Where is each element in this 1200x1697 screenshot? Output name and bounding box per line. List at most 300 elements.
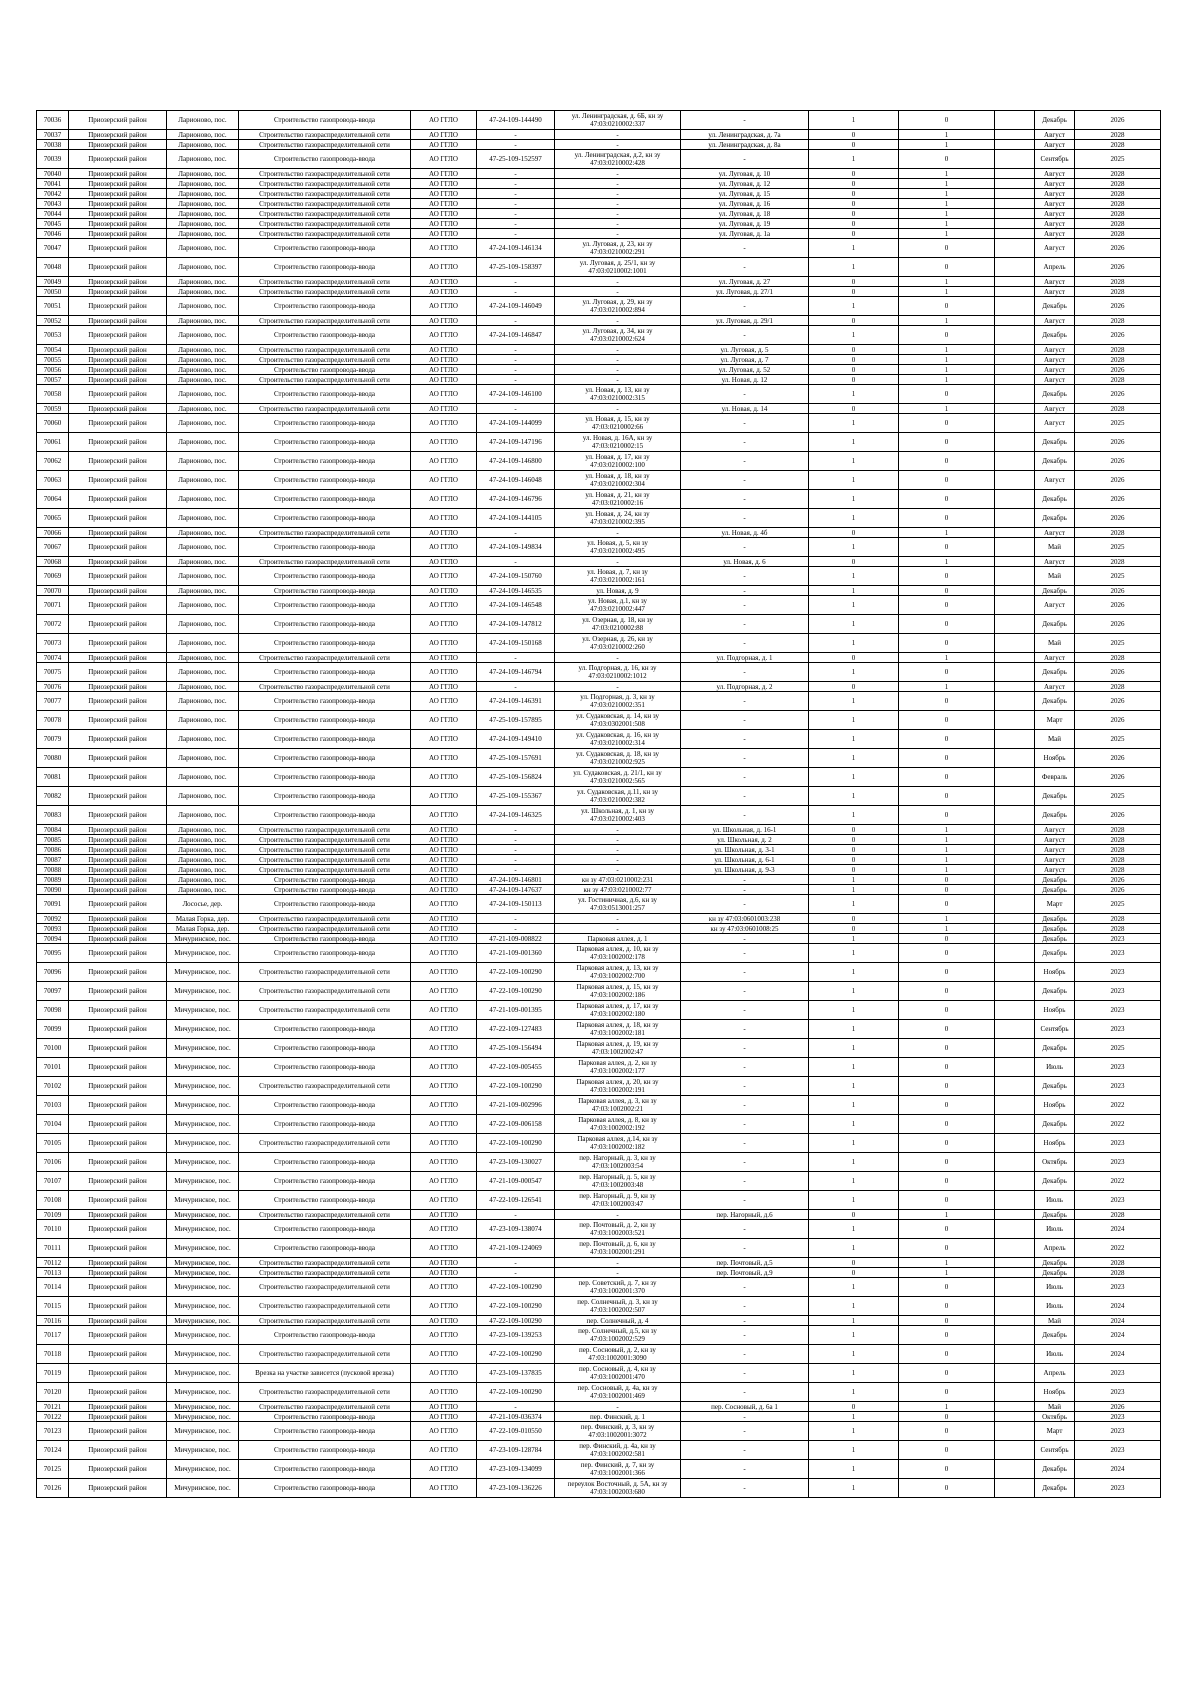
connection-count-cell: 1 bbox=[809, 885, 899, 895]
spacer-cell bbox=[995, 1210, 1035, 1220]
spacer-cell bbox=[995, 528, 1035, 538]
address-line: ул. Озерная, д. 18, кн зу bbox=[582, 616, 653, 624]
connection-address-cell bbox=[555, 189, 681, 199]
connection-count-cell: 1 bbox=[809, 806, 899, 825]
cadastral-number: 47:03:0210002:314 bbox=[590, 739, 645, 747]
spacer-cell bbox=[995, 885, 1035, 895]
network-count-cell: 1 bbox=[899, 865, 995, 875]
organization-cell: АО ГГЛО bbox=[411, 1115, 477, 1134]
network-address-cell: - bbox=[681, 111, 809, 130]
connection-address-cell bbox=[555, 1383, 681, 1402]
spacer-cell bbox=[995, 1316, 1035, 1326]
spacer-cell bbox=[995, 787, 1035, 806]
month-cell: Август bbox=[1035, 682, 1075, 692]
network-address-cell: - bbox=[681, 749, 809, 768]
cadastral-number: 47:03:1002002:700 bbox=[590, 972, 645, 980]
spacer-cell bbox=[995, 586, 1035, 596]
settlement-cell: Ларионово, пос. bbox=[167, 355, 239, 365]
connection-count-cell: 0 bbox=[809, 355, 899, 365]
address-line: - bbox=[616, 169, 619, 178]
application-number-cell: - bbox=[477, 865, 555, 875]
connection-count-cell: 1 bbox=[809, 875, 899, 885]
network-address-cell: - bbox=[681, 768, 809, 787]
connection-address-cell bbox=[555, 1210, 681, 1220]
cadastral-number: 47:03:0210002:403 bbox=[590, 815, 645, 823]
address-line: - bbox=[616, 845, 619, 854]
year-cell: 2026 bbox=[1075, 885, 1161, 895]
table-row bbox=[37, 209, 1161, 219]
network-address-cell: - bbox=[681, 538, 809, 557]
address-line: ул. Ленинградская, д. 6Б, кн зу bbox=[571, 112, 664, 120]
network-count-cell: 0 bbox=[899, 711, 995, 730]
organization-cell: АО ГГЛО bbox=[411, 297, 477, 316]
month-cell: Август bbox=[1035, 845, 1075, 855]
connection-address-cell bbox=[555, 1220, 681, 1239]
work-type-cell: Строительство газораспределительной сети bbox=[239, 682, 411, 692]
application-number-cell: - bbox=[477, 924, 555, 934]
year-cell: 2028 bbox=[1075, 557, 1161, 567]
spacer-cell bbox=[995, 1058, 1035, 1077]
network-address-cell: ул. Подгорная, д. 1 bbox=[681, 653, 809, 663]
table-row bbox=[37, 934, 1161, 944]
month-cell: Август bbox=[1035, 287, 1075, 297]
table-row bbox=[37, 634, 1161, 653]
district-cell: Приозерский район bbox=[69, 1383, 167, 1402]
work-type-cell: Строительство газопровода-ввода bbox=[239, 1191, 411, 1210]
work-type-cell: Строительство газораспределительной сети bbox=[239, 1297, 411, 1316]
settlement-cell: Ларионово, пос. bbox=[167, 179, 239, 189]
cadastral-number: 47:03:0210002:260 bbox=[590, 643, 645, 651]
district-cell: Приозерский район bbox=[69, 934, 167, 944]
address-line: - bbox=[616, 682, 619, 691]
network-address-cell: - bbox=[681, 1364, 809, 1383]
settlement-cell: Мичуринское, пос. bbox=[167, 934, 239, 944]
row-id-cell: 70096 bbox=[37, 963, 69, 982]
year-cell: 2026 bbox=[1075, 452, 1161, 471]
settlement-cell: Ларионово, пос. bbox=[167, 509, 239, 528]
cadastral-number: 47:03:1002002:177 bbox=[590, 1067, 645, 1075]
organization-cell: АО ГГЛО bbox=[411, 1058, 477, 1077]
application-number-cell: 47-23-109-139253 bbox=[477, 1326, 555, 1345]
spacer-cell bbox=[995, 1297, 1035, 1316]
work-type-cell: Строительство газораспределительной сети bbox=[239, 404, 411, 414]
row-id-cell: 70116 bbox=[37, 1316, 69, 1326]
year-cell: 2026 bbox=[1075, 875, 1161, 885]
connection-count-cell: 1 bbox=[809, 1172, 899, 1191]
work-type-cell: Строительство газораспределительной сети bbox=[239, 1278, 411, 1297]
row-id-cell: 70124 bbox=[37, 1441, 69, 1460]
row-id-cell: 70063 bbox=[37, 471, 69, 490]
district-cell: Приозерский район bbox=[69, 1412, 167, 1422]
network-address-cell: - bbox=[681, 1479, 809, 1498]
connection-count-cell: 1 bbox=[809, 385, 899, 404]
settlement-cell: Ларионово, пос. bbox=[167, 258, 239, 277]
cadastral-number: 47:03:1002001:291 bbox=[590, 1248, 645, 1256]
month-cell: Июль bbox=[1035, 1297, 1075, 1316]
connection-address-cell bbox=[555, 924, 681, 934]
district-cell: Приозерский район bbox=[69, 1402, 167, 1412]
connection-address-cell bbox=[555, 963, 681, 982]
application-number-cell: 47-22-109-100290 bbox=[477, 1316, 555, 1326]
work-type-cell: Строительство газопровода-ввода bbox=[239, 663, 411, 682]
address-line: пер. Почтовый, д. 6, кн зу bbox=[579, 1240, 656, 1248]
table-row bbox=[37, 471, 1161, 490]
network-count-cell: 1 bbox=[899, 653, 995, 663]
network-address-cell: ул. Луговая, д. 19 bbox=[681, 219, 809, 229]
network-count-cell: 0 bbox=[899, 1441, 995, 1460]
settlement-cell: Мичуринское, пос. bbox=[167, 1115, 239, 1134]
connection-count-cell: 0 bbox=[809, 653, 899, 663]
row-id-cell: 70100 bbox=[37, 1039, 69, 1058]
settlement-cell: Мичуринское, пос. bbox=[167, 1479, 239, 1498]
organization-cell: АО ГГЛО bbox=[411, 1422, 477, 1441]
network-count-cell: 0 bbox=[899, 1191, 995, 1210]
cadastral-number: 47:03:0210002:315 bbox=[590, 394, 645, 402]
network-count-cell: 1 bbox=[899, 345, 995, 355]
application-number-cell: 47-25-109-155367 bbox=[477, 787, 555, 806]
spacer-cell bbox=[995, 179, 1035, 189]
month-cell: Апрель bbox=[1035, 1364, 1075, 1383]
cadastral-number: 47:03:0210002:88 bbox=[591, 624, 644, 632]
organization-cell: АО ГГЛО bbox=[411, 404, 477, 414]
row-id-cell: 70071 bbox=[37, 596, 69, 615]
table-row bbox=[37, 885, 1161, 895]
district-cell: Приозерский район bbox=[69, 326, 167, 345]
network-count-cell: 0 bbox=[899, 239, 995, 258]
network-address-cell: - bbox=[681, 150, 809, 169]
connection-address-cell bbox=[555, 316, 681, 326]
address-line: ул. Новая, д. 13, кн зу bbox=[585, 386, 650, 394]
organization-cell: АО ГГЛО bbox=[411, 179, 477, 189]
work-type-cell: Строительство газопровода-ввода bbox=[239, 150, 411, 169]
month-cell: Август bbox=[1035, 219, 1075, 229]
network-count-cell: 0 bbox=[899, 490, 995, 509]
organization-cell: АО ГГЛО bbox=[411, 692, 477, 711]
district-cell: Приозерский район bbox=[69, 490, 167, 509]
network-address-cell: ул. Ленинградская, д. 8а bbox=[681, 140, 809, 150]
application-number-cell: 47-22-109-100290 bbox=[477, 1077, 555, 1096]
network-address-cell: - bbox=[681, 509, 809, 528]
application-number-cell: 47-22-109-006158 bbox=[477, 1115, 555, 1134]
address-line: ул. Новая, д. 7, кн зу bbox=[587, 568, 648, 576]
district-cell: Приозерский район bbox=[69, 189, 167, 199]
connection-address-cell bbox=[555, 277, 681, 287]
connection-count-cell: 1 bbox=[809, 963, 899, 982]
table-body bbox=[37, 111, 1161, 1498]
month-cell: Июль bbox=[1035, 1220, 1075, 1239]
network-address-cell: - bbox=[681, 895, 809, 914]
year-cell: 2026 bbox=[1075, 239, 1161, 258]
connection-address-cell bbox=[555, 855, 681, 865]
organization-cell: АО ГГЛО bbox=[411, 768, 477, 787]
month-cell: Февраль bbox=[1035, 768, 1075, 787]
address-line: ул. Новая, д. 16А, кн зу bbox=[582, 434, 653, 442]
connection-count-cell: 1 bbox=[809, 711, 899, 730]
network-count-cell: 0 bbox=[899, 586, 995, 596]
year-cell: 2028 bbox=[1075, 130, 1161, 140]
work-type-cell: Строительство газопровода-ввода bbox=[239, 934, 411, 944]
network-count-cell: 1 bbox=[899, 845, 995, 855]
work-type-cell: Строительство газораспределительной сети bbox=[239, 1316, 411, 1326]
work-type-cell: Строительство газораспределительной сети bbox=[239, 1210, 411, 1220]
application-number-cell: - bbox=[477, 199, 555, 209]
month-cell: Ноябрь bbox=[1035, 1383, 1075, 1402]
cadastral-number: 47:03:1002003:54 bbox=[591, 1162, 644, 1170]
settlement-cell: Ларионово, пос. bbox=[167, 730, 239, 749]
month-cell: Ноябрь bbox=[1035, 1001, 1075, 1020]
application-number-cell: - bbox=[477, 855, 555, 865]
district-cell: Приозерский район bbox=[69, 452, 167, 471]
connection-address-cell bbox=[555, 365, 681, 375]
organization-cell: АО ГГЛО bbox=[411, 557, 477, 567]
organization-cell: АО ГГЛО bbox=[411, 1297, 477, 1316]
row-id-cell: 70074 bbox=[37, 653, 69, 663]
connection-count-cell: 1 bbox=[809, 982, 899, 1001]
address-line: - bbox=[616, 316, 619, 325]
table-row bbox=[37, 1402, 1161, 1412]
row-id-cell: 70093 bbox=[37, 924, 69, 934]
connection-count-cell: 1 bbox=[809, 258, 899, 277]
address-line: пер. Солнечный, д.5, кн зу bbox=[578, 1327, 657, 1335]
district-cell: Приозерский район bbox=[69, 895, 167, 914]
year-cell: 2023 bbox=[1075, 1278, 1161, 1297]
spacer-cell bbox=[995, 944, 1035, 963]
district-cell: Приозерский район bbox=[69, 239, 167, 258]
address-line: пер. Финский, д. 1 bbox=[590, 1412, 645, 1421]
work-type-cell: Строительство газопровода-ввода bbox=[239, 1479, 411, 1498]
district-cell: Приозерский район bbox=[69, 944, 167, 963]
district-cell: Приозерский район bbox=[69, 663, 167, 682]
year-cell: 2028 bbox=[1075, 287, 1161, 297]
table-row bbox=[37, 1153, 1161, 1172]
month-cell: Август bbox=[1035, 169, 1075, 179]
settlement-cell: Ларионово, пос. bbox=[167, 835, 239, 845]
work-type-cell: Строительство газопровода-ввода bbox=[239, 567, 411, 586]
address-line: Парковая аллея, д. 10, кн зу bbox=[576, 945, 659, 953]
row-id-cell: 70051 bbox=[37, 297, 69, 316]
month-cell: Август bbox=[1035, 140, 1075, 150]
spacer-cell bbox=[995, 1460, 1035, 1479]
month-cell: Август bbox=[1035, 557, 1075, 567]
organization-cell: АО ГГЛО bbox=[411, 189, 477, 199]
organization-cell: АО ГГЛО bbox=[411, 855, 477, 865]
settlement-cell: Ларионово, пос. bbox=[167, 787, 239, 806]
network-address-cell: - bbox=[681, 875, 809, 885]
spacer-cell bbox=[995, 229, 1035, 239]
address-line: - bbox=[616, 277, 619, 286]
network-count-cell: 0 bbox=[899, 1058, 995, 1077]
work-type-cell: Строительство газопровода-ввода bbox=[239, 1220, 411, 1239]
table-row bbox=[37, 1278, 1161, 1297]
network-count-cell: 0 bbox=[899, 1383, 995, 1402]
work-type-cell: Строительство газопровода-ввода bbox=[239, 1153, 411, 1172]
connection-address-cell bbox=[555, 1297, 681, 1316]
district-cell: Приозерский район bbox=[69, 845, 167, 855]
work-type-cell: Строительство газораспределительной сети bbox=[239, 179, 411, 189]
network-count-cell: 1 bbox=[899, 130, 995, 140]
settlement-cell: Ларионово, пос. bbox=[167, 404, 239, 414]
cadastral-number: 47:03:0210002:351 bbox=[590, 701, 645, 709]
row-id-cell: 70045 bbox=[37, 219, 69, 229]
connection-address-cell bbox=[555, 179, 681, 189]
network-count-cell: 1 bbox=[899, 835, 995, 845]
connection-count-cell: 1 bbox=[809, 1115, 899, 1134]
application-number-cell: - bbox=[477, 557, 555, 567]
network-count-cell: 0 bbox=[899, 1096, 995, 1115]
month-cell: Декабрь bbox=[1035, 1326, 1075, 1345]
network-address-cell: - bbox=[681, 385, 809, 404]
network-count-cell: 0 bbox=[899, 1001, 995, 1020]
table-row bbox=[37, 199, 1161, 209]
row-id-cell: 70102 bbox=[37, 1077, 69, 1096]
connection-count-cell: 0 bbox=[809, 189, 899, 199]
address-line: пер. Финский, д. 3, кн зу bbox=[580, 1423, 655, 1431]
month-cell: Август bbox=[1035, 355, 1075, 365]
work-type-cell: Строительство газопровода-ввода bbox=[239, 895, 411, 914]
address-line: - bbox=[616, 653, 619, 662]
connection-address-cell bbox=[555, 787, 681, 806]
network-address-cell: ул. Луговая, д. 29/1 bbox=[681, 316, 809, 326]
year-cell: 2026 bbox=[1075, 586, 1161, 596]
application-number-cell: - bbox=[477, 316, 555, 326]
month-cell: Апрель bbox=[1035, 258, 1075, 277]
connection-address-cell bbox=[555, 768, 681, 787]
row-id-cell: 70088 bbox=[37, 865, 69, 875]
connection-address-cell bbox=[555, 1364, 681, 1383]
work-type-cell: Строительство газораспределительной сети bbox=[239, 1001, 411, 1020]
organization-cell: АО ГГЛО bbox=[411, 730, 477, 749]
month-cell: Май bbox=[1035, 1402, 1075, 1412]
network-address-cell: ул. Школьная, д. 16-1 bbox=[681, 825, 809, 835]
spacer-cell bbox=[995, 239, 1035, 258]
organization-cell: АО ГГЛО bbox=[411, 787, 477, 806]
organization-cell: АО ГГЛО bbox=[411, 865, 477, 875]
application-number-cell: 47-24-109-146847 bbox=[477, 326, 555, 345]
connection-address-cell bbox=[555, 1096, 681, 1115]
year-cell: 2023 bbox=[1075, 1153, 1161, 1172]
settlement-cell: Мичуринское, пос. bbox=[167, 1412, 239, 1422]
work-type-cell: Строительство газораспределительной сети bbox=[239, 355, 411, 365]
spacer-cell bbox=[995, 365, 1035, 375]
network-count-cell: 0 bbox=[899, 692, 995, 711]
spacer-cell bbox=[995, 855, 1035, 865]
connection-count-cell: 1 bbox=[809, 1316, 899, 1326]
district-cell: Приозерский район bbox=[69, 199, 167, 209]
month-cell: Март bbox=[1035, 1422, 1075, 1441]
connection-count-cell: 0 bbox=[809, 924, 899, 934]
row-id-cell: 70069 bbox=[37, 567, 69, 586]
month-cell: Август bbox=[1035, 179, 1075, 189]
network-address-cell: - bbox=[681, 1001, 809, 1020]
address-line: ул. Судаковская, д. 21/1, кн зу bbox=[573, 769, 662, 777]
year-cell: 2022 bbox=[1075, 1115, 1161, 1134]
year-cell: 2028 bbox=[1075, 179, 1161, 189]
district-cell: Приозерский район bbox=[69, 528, 167, 538]
work-type-cell: Строительство газораспределительной сети bbox=[239, 219, 411, 229]
connection-count-cell: 0 bbox=[809, 1402, 899, 1412]
spacer-cell bbox=[995, 1278, 1035, 1297]
connection-count-cell: 1 bbox=[809, 414, 899, 433]
settlement-cell: Мичуринское, пос. bbox=[167, 1191, 239, 1210]
connection-address-cell bbox=[555, 1077, 681, 1096]
address-line: Парковая аллея, д. 13, кн зу bbox=[576, 964, 659, 972]
year-cell: 2023 bbox=[1075, 944, 1161, 963]
spacer-cell bbox=[995, 895, 1035, 914]
address-line: ул. Луговая, д. 29, кн зу bbox=[582, 298, 653, 306]
settlement-cell: Мичуринское, пос. bbox=[167, 1422, 239, 1441]
spacer-cell bbox=[995, 596, 1035, 615]
connection-count-cell: 1 bbox=[809, 1020, 899, 1039]
year-cell: 2026 bbox=[1075, 692, 1161, 711]
month-cell: Апрель bbox=[1035, 1239, 1075, 1258]
district-cell: Приозерский район bbox=[69, 150, 167, 169]
application-number-cell: - bbox=[477, 845, 555, 855]
address-line: ул. Судаковская, д. 14, кн зу bbox=[575, 712, 660, 720]
connection-count-cell: 1 bbox=[809, 787, 899, 806]
row-id-cell: 70078 bbox=[37, 711, 69, 730]
table-row bbox=[37, 682, 1161, 692]
year-cell: 2024 bbox=[1075, 1345, 1161, 1364]
network-count-cell: 1 bbox=[899, 199, 995, 209]
cadastral-number: 47:03:1002001:469 bbox=[590, 1392, 645, 1400]
network-address-cell: - bbox=[681, 567, 809, 586]
network-address-cell: ул. Школьная, д. 6-1 bbox=[681, 855, 809, 865]
work-type-cell: Строительство газораспределительной сети bbox=[239, 845, 411, 855]
connection-address-cell bbox=[555, 653, 681, 663]
table-row bbox=[37, 1239, 1161, 1258]
spacer-cell bbox=[995, 663, 1035, 682]
network-address-cell: ул. Новая, д. 14 bbox=[681, 404, 809, 414]
work-type-cell: Строительство газораспределительной сети bbox=[239, 963, 411, 982]
district-cell: Приозерский район bbox=[69, 768, 167, 787]
settlement-cell: Ларионово, пос. bbox=[167, 711, 239, 730]
month-cell: Декабрь bbox=[1035, 663, 1075, 682]
work-type-cell: Строительство газопровода-ввода bbox=[239, 297, 411, 316]
network-count-cell: 0 bbox=[899, 1412, 995, 1422]
connection-address-cell bbox=[555, 557, 681, 567]
connection-count-cell: 1 bbox=[809, 1058, 899, 1077]
year-cell: 2023 bbox=[1075, 982, 1161, 1001]
table-row bbox=[37, 845, 1161, 855]
connection-address-cell bbox=[555, 1239, 681, 1258]
table-row bbox=[37, 1191, 1161, 1210]
network-address-cell: - bbox=[681, 239, 809, 258]
application-number-cell: 47-24-109-146796 bbox=[477, 490, 555, 509]
cadastral-number: 47:03:0210002:925 bbox=[590, 758, 645, 766]
district-cell: Приозерский район bbox=[69, 1297, 167, 1316]
network-address-cell: ул. Новая, д. 4б bbox=[681, 528, 809, 538]
network-count-cell: 0 bbox=[899, 895, 995, 914]
address-line: Парковая аллея, д. 1 bbox=[587, 934, 648, 943]
network-count-cell: 0 bbox=[899, 567, 995, 586]
connection-address-cell bbox=[555, 663, 681, 682]
settlement-cell: Ларионово, пос. bbox=[167, 130, 239, 140]
table-row bbox=[37, 239, 1161, 258]
network-address-cell: - bbox=[681, 1326, 809, 1345]
application-number-cell: 47-24-109-146548 bbox=[477, 596, 555, 615]
connection-count-cell: 1 bbox=[809, 768, 899, 787]
spacer-cell bbox=[995, 140, 1035, 150]
application-number-cell: 47-22-109-100290 bbox=[477, 1297, 555, 1316]
year-cell: 2024 bbox=[1075, 1460, 1161, 1479]
spacer-cell bbox=[995, 414, 1035, 433]
network-count-cell: 0 bbox=[899, 1172, 995, 1191]
work-type-cell: Строительство газопровода-ввода bbox=[239, 586, 411, 596]
spacer-cell bbox=[995, 169, 1035, 179]
table-row bbox=[37, 528, 1161, 538]
work-type-cell: Строительство газопровода-ввода bbox=[239, 471, 411, 490]
row-id-cell: 70052 bbox=[37, 316, 69, 326]
